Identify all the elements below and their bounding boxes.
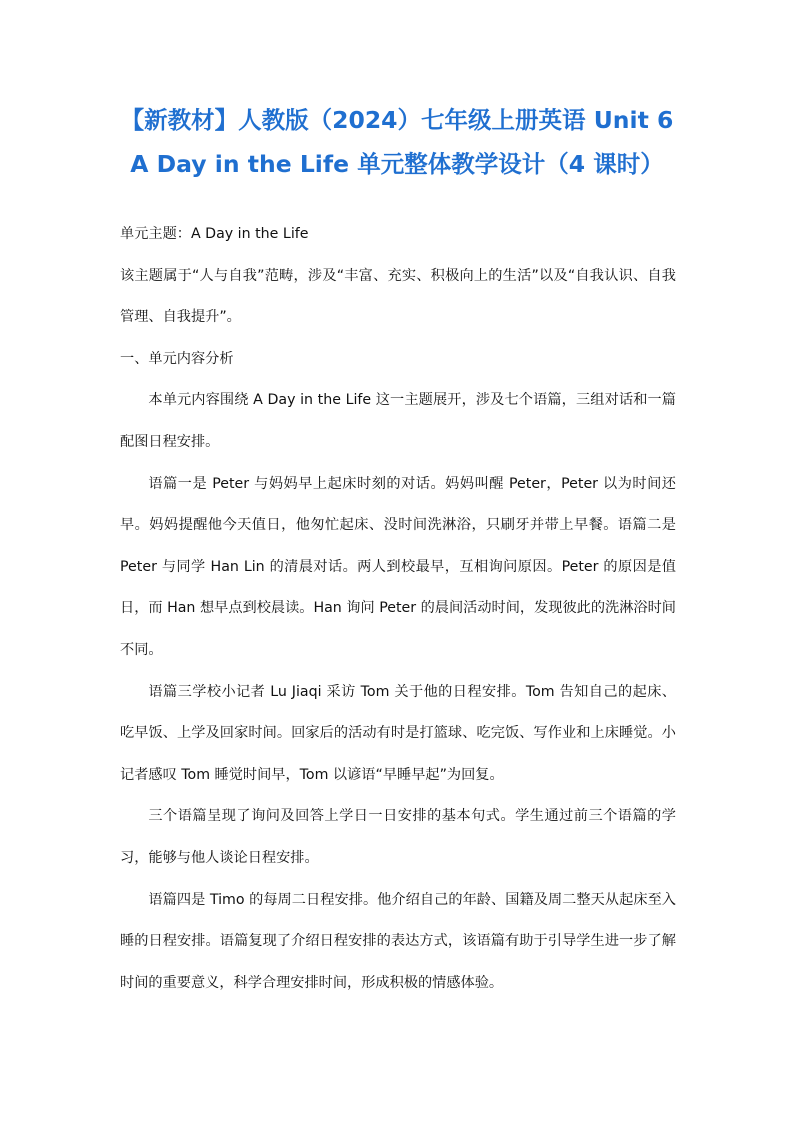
title-line-1: 【新教材】人教版（2024）七年级上册英语 Unit 6	[120, 106, 674, 134]
theme-description: 该主题属于“人与自我”范畴，涉及“丰富、充实、积极向上的生活”以及“自我认识、自我管理、自我提升”。	[120, 267, 676, 326]
section-heading-content-analysis: 一、单元内容分析	[120, 350, 234, 367]
document-title	[100, 98, 694, 186]
document-body	[120, 214, 676, 1004]
paragraph-text-four: 语篇四是 Timo 的每周二日程安排。他介绍自己的年龄、国籍及周二整天从起床至入睡的日程安排。语篇复现了介绍日程安排的表达方式，该语篇有助于引导学生进一步了解时间的重要意义，科学合理安排时间，形成积极的情感体验。	[120, 891, 676, 991]
paragraph-texts-one-two: 语篇一是 Peter 与妈妈早上起床时刻的对话。妈妈叫醒 Peter，Peter 以为时间还早。妈妈提醒他今天值日，他匆忙起床、没时间洗淋浴，只刷牙并带上早餐。语篇二是 Peter 与同学 Han Lin 的清晨对话。两人到校最早，互相询问原因。Peter 的原因是值日，而 Han 想早点到校晨读。Han 询问 Peter 的晨间活动时间，发现彼此的洗淋浴时间不同。	[120, 475, 676, 658]
paragraph-summary: 三个语篇呈现了询问及回答上学日一日安排的基本句式。学生通过前三个语篇的学习，能够与他人谈论日程安排。	[120, 808, 676, 866]
title-line-2: A Day in the Life 单元整体教学设计（4 课时）	[130, 150, 664, 178]
unit-theme-line: 单元主题：A Day in the Life	[120, 226, 309, 242]
paragraph-overview: 本单元内容围绕 A Day in the Life 这一主题展开，涉及七个语篇，三组对话和一篇配图日程安排。	[120, 392, 676, 450]
paragraph-text-three: 语篇三学校小记者 Lu Jiaqi 采访 Tom 关于他的日程安排。Tom 告知自己的起床、吃早饭、上学及回家时间。回家后的活动有时是打篮球、吃完饭、写作业和上床睡觉。小记者感叹 Tom 睡觉时间早，Tom 以谚语“早睡早起”为回复。	[120, 683, 676, 783]
